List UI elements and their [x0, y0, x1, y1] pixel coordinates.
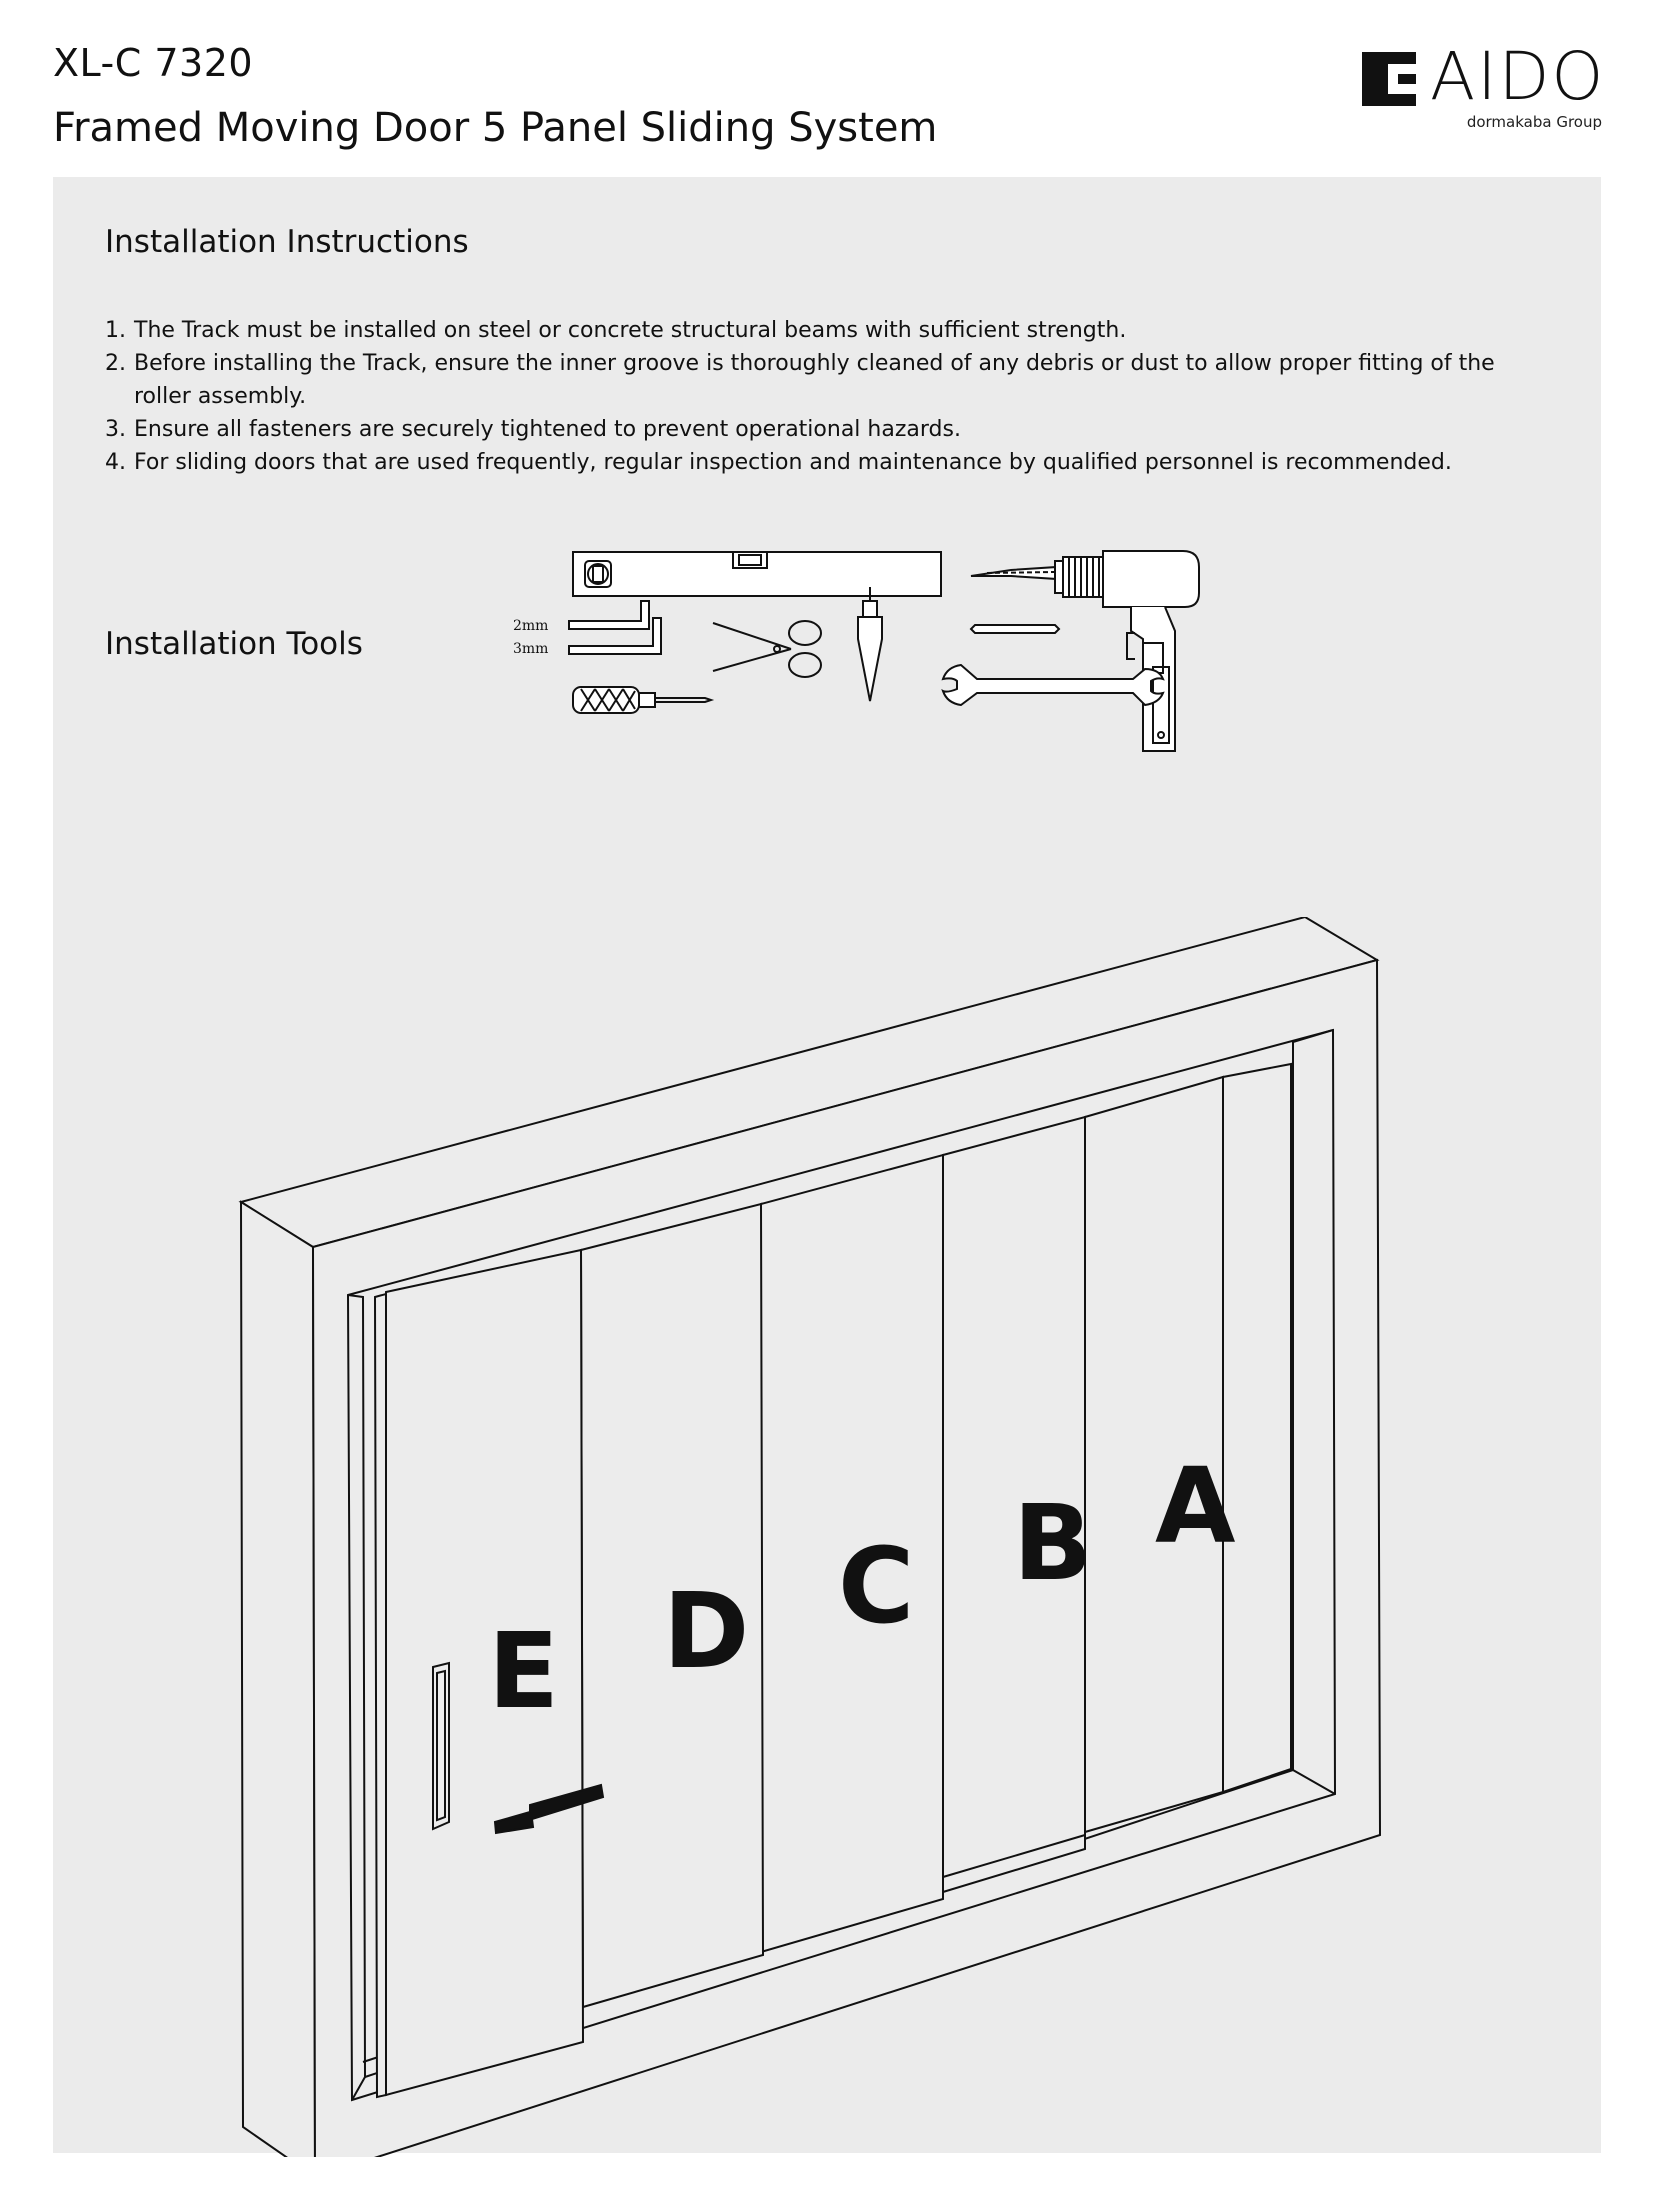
hex-key-size-2: 2mm [513, 618, 549, 634]
list-item [105, 314, 1545, 347]
panel-label-c: C [838, 1525, 915, 1647]
spirit-level-icon [573, 552, 941, 596]
electric-drill-icon [971, 551, 1199, 751]
tools-illustration [513, 547, 1273, 917]
brand-logo [1362, 38, 1606, 134]
hex-key-size-3: 3mm [513, 641, 549, 657]
logo-wordmark: AIDO [1430, 38, 1606, 115]
instructions-list [105, 314, 1545, 479]
drill-bit-icon [971, 625, 1059, 633]
page-header [0, 0, 1654, 175]
list-item [105, 413, 1545, 446]
step-text: The Track must be installed on steel or concrete structural beams with sufficient strength. [134, 318, 1127, 343]
step-text: Before installing the Track, ensure the inner groove is thoroughly cleaned of any debris or dust to allow proper fitting of the roller assembly. [134, 351, 1495, 409]
plumb-bob-icon [858, 587, 882, 701]
step-number: 4. [105, 450, 126, 475]
step-text: For sliding doors that are used frequently, regular inspection and maintenance by qualified personnel is recommended. [134, 450, 1452, 475]
list-item [105, 347, 1545, 413]
tools-heading: Installation Tools [105, 626, 363, 662]
wrench-icon [943, 665, 1163, 705]
logo-mark-icon [1362, 52, 1416, 106]
step-number: 2. [105, 351, 126, 376]
panel-label-e: E [488, 1610, 560, 1732]
product-title: Framed Moving Door 5 Panel Sliding System [53, 105, 938, 151]
sliding-door-diagram [233, 917, 1533, 2157]
panel-label-a: A [1155, 1445, 1236, 1567]
door-handle [433, 1663, 449, 1829]
step-number: 3. [105, 417, 126, 442]
list-item [105, 446, 1545, 479]
panel-label-b: B [1013, 1482, 1093, 1604]
logo-tagline: dormakaba Group [1466, 113, 1602, 131]
panel-label-d: D [663, 1570, 750, 1692]
screwdriver-icon [573, 687, 711, 713]
instructions-heading: Installation Instructions [105, 224, 469, 260]
step-text: Ensure all fasteners are securely tightened to prevent operational hazards. [134, 417, 961, 442]
hex-key-icon [569, 601, 661, 654]
scissors-icon [713, 621, 821, 677]
model-number: XL-C 7320 [53, 41, 254, 85]
step-number: 1. [105, 318, 126, 343]
content-panel [53, 177, 1601, 2153]
